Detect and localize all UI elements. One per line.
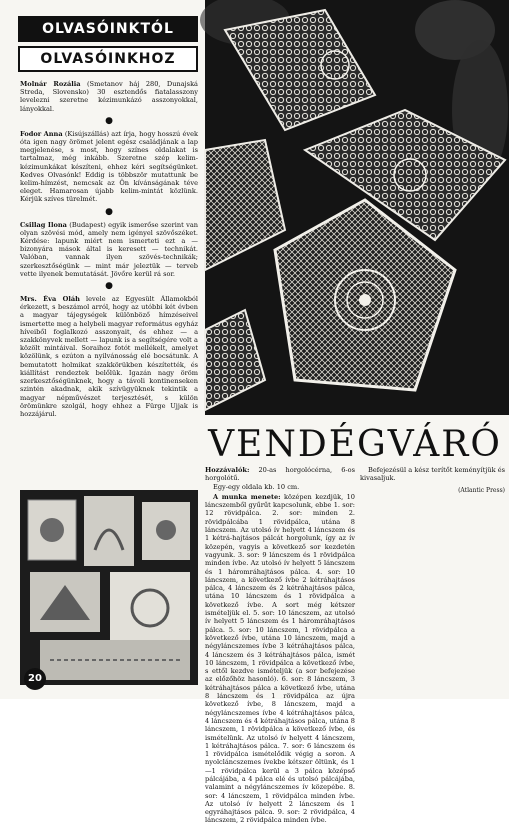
article-title: VENDÉGVÁRÓ xyxy=(208,424,502,465)
section-title-1: OLVASÓINKTÓL xyxy=(18,16,198,42)
closing-text: Befejezésül a kész terítőt keményítjük és kivasaljuk. xyxy=(360,466,505,483)
materials xyxy=(205,466,355,483)
page-number: 20 xyxy=(24,668,46,690)
letter-3 xyxy=(20,221,198,278)
materials-label: Hozzávalók: xyxy=(205,466,250,474)
size-text: Egy-egy oldala kb. 10 cm. xyxy=(213,482,300,491)
letter-author: Mrs. Éva Oláh xyxy=(20,295,80,304)
letter-text: (Smetanov háj 280, Dunajská Streda, Slovensko) 30 esztendős fiatalasszony levelezni szeretne kézimunkázó asszonyokkal, lányokkal. xyxy=(20,80,198,113)
process-text: középen kezdjük, 10 láncszemből gyűrűt kapcsolunk, ebbe 1. sor: 12 rövidpálca. 2. sor: minden 2. rövidpálcába 1 rövidpálca, utána 8 láncszem. Az utolsó ív helyett 4 láncszem és 1 kétrá-hajtásos pálcát horgolunk, így az ív közepén, vagyis a következő sor kezdetén vagyunk. 3. sor: 9 láncszem és 1 rövidpálca minden ívbe. Az utolsó ív helyett 5 láncszem és 1 háromráhajtásos pálca. 4. sor: 10 láncszem, a következő ívbe 2 kétráhajtásos pálca, 4 láncszem és 2 kétráhajtásos pálca, utána 10 láncszem és 1 rövidpálca a következő ívbe. A sort még kétszer ismételjük el. 5. sor: 10 láncszem, az utolsó ív helyett 5 láncszem és 1 háromráhajtásos pálca. 5. sor: 10 láncszem, 1 rövidpálca a következő ívbe, utána 10 láncszem, majd a négyláncszemes ívbe 3 kétráhajtásos pálca, 4 láncszem és 3 kétráhajtásos pálca, ismét 10 láncszem, 1 rövidpálca a következő ívbe, s ettől kezdve ismételjük (a sor befejezése az előzőhöz hasonló). 6. sor: 8 láncszem, 3 kétráhajtásos pálca a következő ívbe, utána 8 láncszem és 1 rövidpálca az újra következő ívbe, 8 láncszem, majd a négyláncszemes ívbe 4 kétráhajtásos pálca, 4 láncszem és 4 kétráhajtásos pálca, utána 8 láncszem, 1 rövidpálca a következő ívbe, és ismételünk. Az utolsó ív helyett 4 láncszem, 1 kétráhajtásos pálca. 7. sor: 6 láncszem és 1 rövidpálca ismételődik végig a soron. A nyolcláncszemes ívekbe kétszer öltünk, és 1—1 rövidpálca kerül a 3 pálca középső pálcájába, a 4 pálca elé és utolsó pálcájába, valamint a négyláncszemes ív közepébe. 8. sor: 4 láncszem, 1 rövidpálca minden ívbe. Az utolsó ív helyett 2 láncszem és 1 egyráhajtásos pálca. 9. sor: 2 rövidpálca, 4 láncszem, 2 rövidpálca minden ívbe. xyxy=(205,492,355,825)
letter-text: (Budapest) egyik ismerőse szerint van olyan szövési mód, amely nem igényel szövőszéket. Kérdése: lapunk miért nem ismerteti ezt a — bizonyára mások által is keresett — technikát. Valóban, vannak ilyen szövés-technikák; szerkesztőségünk — mint már jeleztük — terveb vette ilyenek bemutatását. Jövőre kerül rá sor. xyxy=(20,220,198,278)
materials-text: 20-as horgolócérna, 6-os horgolótű. xyxy=(205,466,355,483)
letter-author: Csillag Ilona xyxy=(20,220,67,229)
letter-text: (Kisújszállás) azt írja, hogy hosszú évek óta igen nagy örömet jelent egész családjának a lap megjelenése, s most, hogy színes oldalakat is tartalmaz, még inkább. Szeretne szép kelim-kézimunkákat készíteni, ehhez kéri segítségünket. Kedves Olvasónk! Eddig is többször mutattunk be kelim-hímzést, nemcsak az Ön kívánságának téve eleget. Hamarosan újabb kelim-mintát közlünk. Kérjük szíves türelmét. xyxy=(20,129,198,204)
process xyxy=(205,493,355,825)
letter-2 xyxy=(20,130,198,204)
bullet-separator: ● xyxy=(105,281,113,292)
letters-column xyxy=(20,80,198,485)
photo-credit: (Atlantic Press) xyxy=(458,486,505,494)
instructions-column-2 xyxy=(360,466,505,691)
letter-1 xyxy=(20,80,198,113)
section-header xyxy=(18,14,198,72)
process-label: A munka menete: xyxy=(213,492,281,501)
embroidery-photo xyxy=(20,490,198,685)
instructions-column-1 xyxy=(205,466,355,825)
letter-author: Molnár Rozália xyxy=(20,80,81,88)
doily-photo xyxy=(205,0,509,415)
bullet-separator: ● xyxy=(105,115,113,126)
letter-4 xyxy=(20,295,198,418)
letter-text: levele az Egyesült Államokból érkezett, s beszámol arról, hogy az utóbbi két évben a magyar tájegységek különböző hímzéseivel ismertette meg a helybeli magyar református egyház híveiből foglalkozó asszonyait, és ehhez — a szakkönyvek mellett — lapunk is a segítségére volt a közölt mintáival. Soraihoz fotót mellékelt, amelyet közölünk, s ezúton a nyilvánosság elé bocsátunk. A bemutatott holmikat szakkörükben készítették, és kiállítást rendeztek belőlük. Igazán nagy öröm szerkesztőségünknek, hogy a távoli kontinenseken szintén akadnak, akik szívügyüknek tekintik a magyar népművészet terjesztését, s külön örömünkre szolgál, hogy ehhez a Fürge Ujjak is hozzájárul. xyxy=(20,295,198,418)
section-title-2: OLVASÓINKHOZ xyxy=(18,46,198,72)
bullet-separator: ● xyxy=(105,206,113,217)
letter-author: Fodor Anna xyxy=(20,129,63,138)
